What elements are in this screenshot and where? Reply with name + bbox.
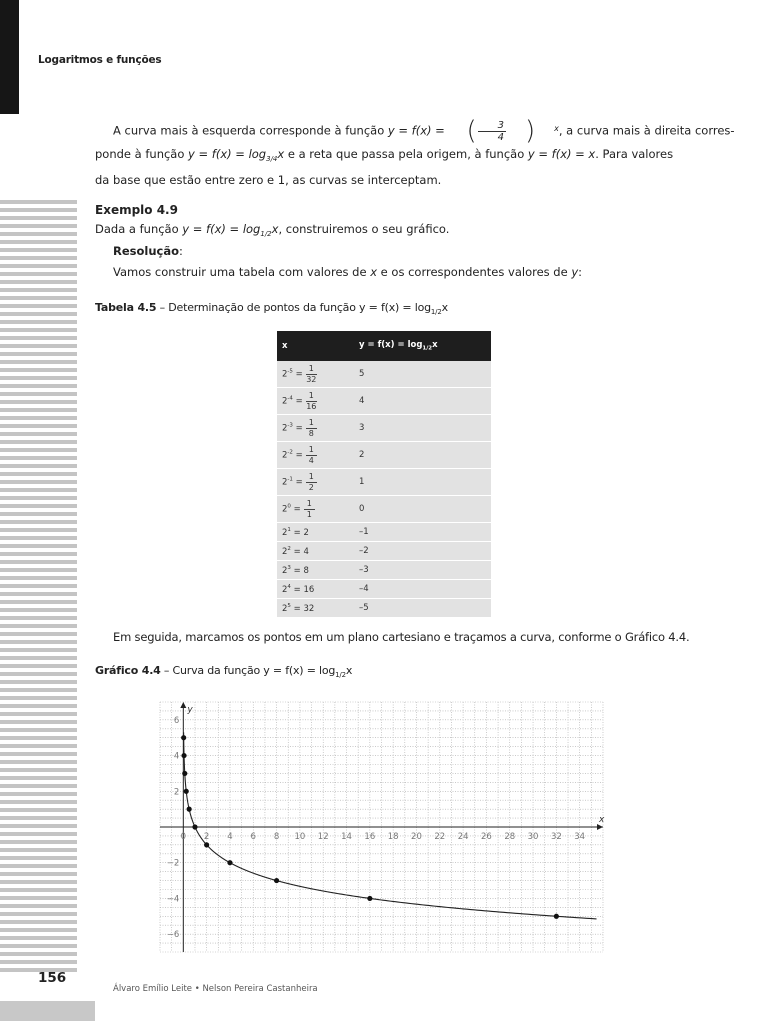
table-row (277, 496, 491, 523)
text: ponde à função (95, 147, 189, 161)
y-axis-label: y (187, 705, 193, 715)
caption-x: x (345, 664, 353, 677)
x-tick-label: 26 (481, 832, 492, 842)
table-row (277, 361, 491, 388)
text: A curva mais à esquerda corresponde à função (113, 123, 388, 138)
y-tick-label: −4 (166, 894, 180, 905)
x-tick-label: 30 (527, 832, 539, 842)
fraction (306, 364, 317, 384)
table-row (277, 523, 491, 542)
page-number: 156 (38, 970, 67, 986)
base: 2 (282, 603, 288, 614)
x-tick-label: 0 (180, 832, 187, 842)
example-title: Exemplo 4.9 (95, 203, 178, 217)
denominator: 8 (308, 428, 314, 438)
base: 2 (282, 504, 288, 515)
text: Vamos construir uma tabela com valores de (113, 265, 371, 279)
base: 2 (282, 396, 288, 407)
rhs: = 4 (290, 546, 309, 557)
y-value: 1 (359, 477, 365, 487)
y-cell (354, 561, 491, 580)
y-cell (354, 580, 491, 599)
power-fraction: ( $\frac{3}{4}$ ) x (466, 116, 559, 146)
data-point (187, 807, 192, 812)
log-base: 3/4 (266, 155, 278, 163)
x-tick-label: 24 (457, 832, 469, 842)
rhs: = 8 (290, 565, 309, 576)
y-cell (354, 415, 491, 442)
rhs: = 16 (290, 584, 315, 595)
y-value: –2 (359, 546, 369, 556)
y-cell (354, 496, 491, 523)
equals: = (292, 450, 303, 461)
equals: = (292, 369, 303, 380)
log-base: 1/2 (430, 308, 442, 316)
equals: = (290, 504, 301, 515)
x-tick-label: 34 (574, 832, 586, 842)
data-point (181, 753, 186, 758)
fraction (306, 445, 317, 465)
base: 2 (282, 527, 288, 538)
frac-den: 4 (497, 131, 504, 143)
table-row (277, 388, 491, 415)
equals: = (292, 477, 303, 488)
text: e os correspondentes valores de (377, 265, 572, 279)
exponent: -4 (287, 395, 293, 402)
log-base: 1/2 (260, 230, 272, 238)
x-cell (277, 469, 354, 496)
formula: y = f(x) = log (188, 147, 267, 161)
y-cell (354, 599, 491, 618)
y-cell (354, 442, 491, 469)
text: , construiremos o seu gráfico. (278, 222, 450, 236)
x-cell (277, 580, 354, 599)
y-value: –3 (359, 565, 369, 575)
base: 2 (282, 584, 288, 595)
points-table (277, 331, 491, 618)
y-axis-arrow (180, 702, 186, 708)
table-row (277, 561, 491, 580)
x-cell (277, 442, 354, 469)
authors (113, 984, 318, 994)
y-value: –4 (359, 584, 369, 594)
data-point (204, 842, 209, 847)
exponent: 5 (287, 602, 291, 609)
numerator: 1 (304, 499, 315, 510)
x-tick-label: 14 (341, 832, 352, 842)
y-cell (354, 542, 491, 561)
denominator: 2 (308, 482, 314, 492)
formula: y = f(x) = (387, 123, 449, 138)
data-point (367, 896, 372, 901)
exponent: 1 (287, 526, 291, 533)
x-tick-label: 4 (227, 832, 233, 842)
exponent: -1 (287, 476, 293, 483)
table-row (277, 415, 491, 442)
numerator: 1 (306, 472, 317, 483)
base: 2 (282, 565, 288, 576)
exponent: 2 (287, 545, 291, 552)
data-point (184, 789, 189, 794)
x-tick-label: 22 (434, 832, 446, 842)
exponent: 0 (287, 503, 291, 510)
data-point (227, 860, 232, 865)
x-tick-label: 8 (273, 832, 280, 842)
y-cell (354, 469, 491, 496)
y-value: 4 (359, 396, 365, 406)
denominator: 4 (308, 455, 314, 465)
chart-label: Gráfico 4.4 (95, 664, 161, 677)
resolution-text (113, 265, 582, 279)
exponent: -3 (287, 422, 293, 429)
resolution-heading: Resolução (113, 244, 180, 258)
base: 2 (282, 450, 288, 461)
numerator: 1 (306, 391, 317, 402)
fraction (304, 499, 315, 519)
table-row (277, 542, 491, 561)
header-y-text: y = f(x) = log (359, 340, 423, 351)
table-row (277, 599, 491, 618)
var-x: x (370, 265, 378, 279)
x-tick-label: 16 (364, 832, 376, 842)
caption-text: – Determinação de pontos da função y = f(x) = log (156, 301, 431, 314)
y-value: –1 (359, 527, 369, 537)
exponent: 3 (287, 564, 291, 571)
x-cell (277, 496, 354, 523)
x-cell (277, 388, 354, 415)
x-tick-label: 10 (294, 832, 306, 842)
data-point (192, 824, 197, 829)
x-tick-label: 6 (250, 832, 256, 842)
y-value: 3 (359, 423, 365, 433)
table-row (277, 469, 491, 496)
x-cell (277, 542, 354, 561)
y-value: 2 (359, 450, 365, 460)
rhs: = 2 (290, 527, 309, 538)
table-row (277, 580, 491, 599)
denominator: 16 (306, 401, 317, 411)
fraction (306, 472, 317, 492)
exponent: x (554, 124, 559, 133)
author-1: Álvaro Emílio Leite (113, 984, 193, 994)
separator: • (194, 984, 200, 994)
x-tick-label: 28 (504, 832, 516, 842)
chapter-tab (0, 0, 19, 114)
exponent: -5 (287, 368, 293, 375)
text: Dada a função (95, 222, 183, 236)
log-base: 1/2 (335, 671, 346, 679)
x-cell (277, 361, 354, 388)
decorative-stripes (0, 200, 77, 974)
data-point (554, 914, 559, 919)
equals: = (292, 396, 303, 407)
after-table-text: Em seguida, marcamos os pontos em um plano cartesiano e traçamos a curva, conforme o Gráfico 4.4. (113, 630, 690, 644)
table-row (277, 442, 491, 469)
intro-paragraph (95, 116, 735, 191)
denominator: 32 (306, 374, 317, 384)
equals: = (292, 423, 303, 434)
chart-caption (95, 664, 352, 679)
numerator: 1 (306, 364, 317, 375)
base: 2 (282, 477, 288, 488)
x-tick-label: 12 (317, 832, 329, 842)
bottom-bar (0, 1001, 95, 1021)
table-label: Tabela 4.5 (95, 301, 157, 314)
y-cell (354, 361, 491, 388)
exponent: -2 (287, 449, 293, 456)
log-chart (158, 700, 607, 956)
formula-x: x (277, 147, 285, 161)
y-cell (354, 523, 491, 542)
denominator: 1 (306, 509, 312, 519)
formula-x: x (271, 222, 279, 236)
formula: y = f(x) = log (182, 222, 261, 236)
text: , a curva mais à direita corres- (558, 123, 735, 138)
example-statement (95, 222, 449, 238)
x-tick-label: 32 (550, 832, 562, 842)
y-tick-label: 4 (173, 751, 180, 762)
text: e a reta que passa pela origem, à função (284, 147, 528, 161)
y-tick-label: −6 (166, 930, 180, 941)
x-cell (277, 599, 354, 618)
numerator: 1 (306, 418, 317, 429)
data-point (182, 771, 187, 776)
y-value: 5 (359, 369, 365, 379)
fraction (306, 418, 317, 438)
log-base: 1/2 (422, 345, 433, 352)
base: 2 (282, 423, 288, 434)
y-cell (354, 388, 491, 415)
frac-num: 3 (478, 120, 506, 132)
resolution-label (113, 244, 183, 258)
y-value: –5 (359, 603, 369, 613)
x-axis-label: x (599, 815, 605, 825)
y-tick-label: 6 (173, 715, 180, 726)
exponent: 4 (287, 583, 291, 590)
text: . Para valores da base que estão entre zero e 1, as curvas se interceptam. (95, 147, 674, 187)
data-point (181, 735, 186, 740)
data-point (274, 878, 279, 883)
var-y: y (571, 265, 579, 279)
header-y-x: x (432, 340, 438, 351)
table-caption (95, 301, 448, 316)
formula: y = f(x) = x (527, 147, 596, 161)
y-value: 0 (359, 504, 365, 514)
x-tick-label: 20 (411, 832, 422, 842)
y-tick-label: −2 (166, 858, 180, 869)
x-tick-label: 18 (387, 832, 399, 842)
table-header-row (277, 331, 491, 361)
base: 2 (282, 546, 288, 557)
numerator: 1 (306, 445, 317, 456)
fraction (306, 391, 317, 411)
caption-x: x (441, 301, 448, 314)
x-cell (277, 561, 354, 580)
base: 2 (282, 369, 288, 380)
text: : (578, 265, 583, 279)
x-cell (277, 415, 354, 442)
caption-text: – Curva da função y = f(x) = log (160, 664, 336, 677)
curve (184, 732, 597, 919)
y-tick-label: 2 (173, 787, 180, 798)
colon: : (179, 244, 183, 258)
x-tick-label: 2 (203, 832, 210, 842)
author-2: Nelson Pereira Castanheira (202, 984, 318, 994)
rhs: = 32 (290, 603, 315, 614)
header-y (354, 331, 491, 361)
running-head: Logaritmos e funções (38, 54, 162, 66)
header-x: x (277, 331, 354, 361)
x-cell (277, 523, 354, 542)
